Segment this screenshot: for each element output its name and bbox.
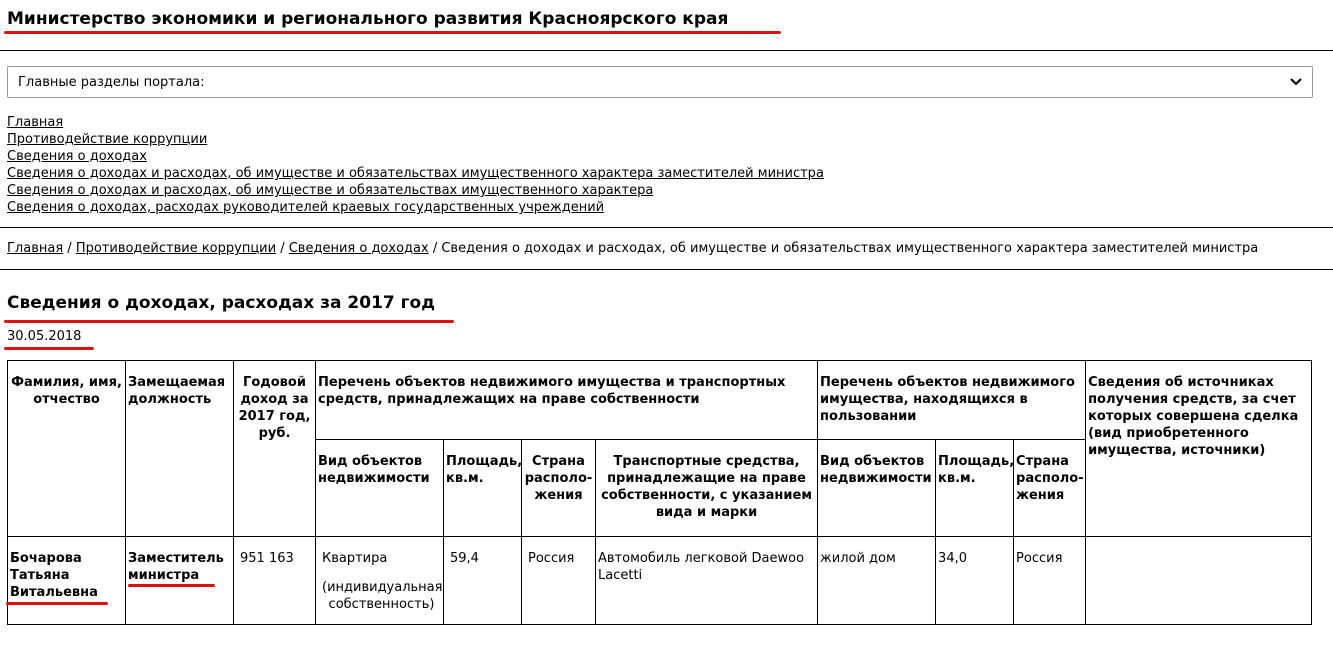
header-used-type: Вид объектов недвижимости (818, 440, 936, 537)
portal-sections-select[interactable] (7, 66, 1313, 98)
highlight-underline-title (4, 31, 781, 34)
portal-select-value: Главные разделы портала: (18, 74, 205, 90)
chevron-down-icon (1290, 75, 1302, 90)
owned-type-note: (индивидуальная собственность) (322, 580, 443, 612)
header-used-country: Страна располо-жения (1014, 440, 1086, 537)
header-vehicles: Транспортные средства, принадлежащие на праве собственности, с указанием вида и марки (596, 440, 818, 537)
breadcrumb-separator: / (428, 241, 442, 256)
breadcrumb-current: Сведения о доходах и расходах, об имуществе и обязательствах имущественного характера заместителей министра (441, 241, 1259, 256)
cell-sources (1086, 537, 1312, 625)
highlight-underline-page-title (4, 320, 454, 323)
cell-vehicles: Автомобиль легковой Daewoo Lacetti (596, 537, 818, 625)
cell-used-area: 34,0 (936, 537, 1014, 625)
header-owned-type: Вид объектов недвижимости (316, 440, 444, 537)
highlight-underline-position (128, 584, 215, 587)
highlight-underline-name (6, 602, 108, 605)
main-menu (7, 114, 824, 216)
cell-name: Бочарова Татьяна Витальевна (8, 537, 126, 625)
highlight-underline-date (4, 347, 94, 350)
menu-link-institution-heads[interactable]: Сведения о доходах, расходах руководителей краевых государственных учреждений (7, 200, 605, 215)
breadcrumb-divider (0, 269, 1333, 270)
menu-link-anticorruption[interactable]: Противодействие коррупции (7, 132, 208, 147)
menu-link-income-property[interactable]: Сведения о доходах и расходах, об имуществе и обязательствах имущественного характера (7, 183, 654, 198)
breadcrumb-separator: / (63, 241, 76, 256)
header-name: Фамилия, имя, отчество (8, 361, 126, 537)
header-used-area: Площадь, кв.м. (936, 440, 1014, 537)
menu-divider (0, 227, 1333, 228)
menu-link-home[interactable]: Главная (7, 115, 64, 130)
menu-link-income[interactable]: Сведения о доходах (7, 149, 147, 164)
owned-type-value: Квартира (322, 551, 388, 566)
header-owned-property: Перечень объектов недвижимого имущества и транспортных средств, принадлежащих на праве собственности (316, 361, 818, 440)
cell-owned-area: 59,4 (444, 537, 522, 625)
cell-owned-country: Россия (522, 537, 596, 625)
table-row (8, 537, 1312, 625)
header-sources: Сведения об источниках получения средств, за счет которых совершена сделка (вид приобретенного имущества, источники) (1086, 361, 1312, 537)
breadcrumb (7, 241, 1258, 256)
breadcrumb-separator: / (276, 241, 289, 256)
table-header-row (8, 361, 1312, 440)
cell-used-country: Россия (1014, 537, 1086, 625)
breadcrumb-link-anticorruption[interactable]: Противодействие коррупции (75, 241, 277, 256)
site-title: Министерство экономики и регионального развития Красноярского края (7, 9, 729, 29)
header-income: Годовой доход за 2017 год, руб. (234, 361, 316, 537)
header-used-property: Перечень объектов недвижимого имущества, находящихся в пользовании (818, 361, 1086, 440)
cell-position: Заместитель министра (126, 537, 234, 625)
cell-income: 951 163 (234, 537, 316, 625)
header-owned-area: Площадь, кв.м. (444, 440, 522, 537)
header-owned-country: Страна располо-жения (522, 440, 596, 537)
header-divider (0, 50, 1333, 51)
cell-owned-type (316, 537, 444, 625)
breadcrumb-link-income[interactable]: Сведения о доходах (288, 241, 429, 256)
cell-used-type: жилой дом (818, 537, 936, 625)
header-position: Замещаемая должность (126, 361, 234, 537)
breadcrumb-link-home[interactable]: Главная (7, 241, 64, 256)
publication-date: 30.05.2018 (7, 329, 82, 344)
menu-link-deputies-income[interactable]: Сведения о доходах и расходах, об имуществе и обязательствах имущественного характера заместителей министра (7, 166, 824, 181)
page-title: Сведения о доходах, расходах за 2017 год (7, 293, 435, 313)
